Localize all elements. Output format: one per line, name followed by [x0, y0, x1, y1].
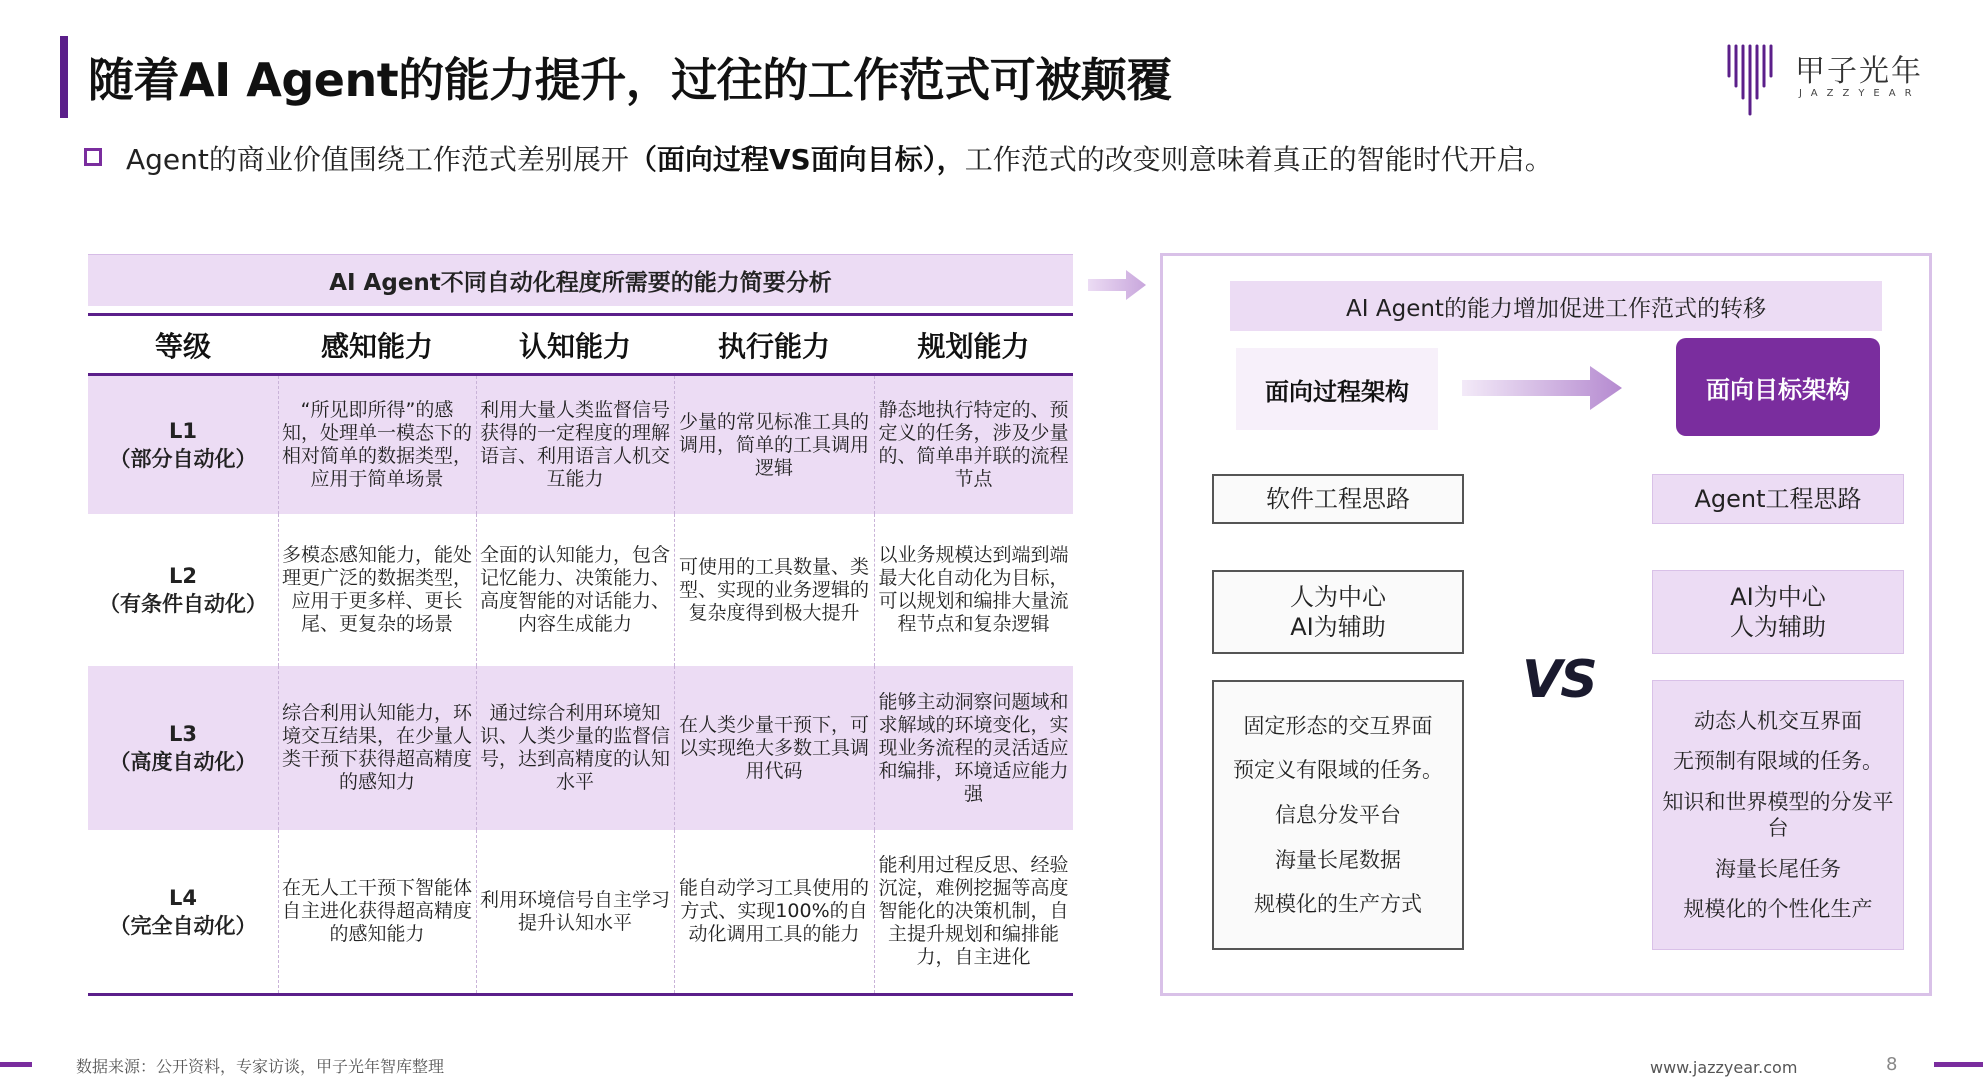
panel-title: AI Agent的能力增加促进工作范式的转移 [1230, 281, 1882, 331]
list-item: 预定义有限域的任务。 [1233, 758, 1443, 783]
table-cell: “所见即所得”的感知，处理单一模态下的相对简单的数据类型，应用于简单场景 [282, 399, 473, 490]
table-rule-bottom [88, 993, 1073, 996]
col-header-perception: 感知能力 [320, 330, 433, 363]
subtitle [126, 138, 1553, 178]
list-item: 海量长尾任务 [1715, 856, 1841, 881]
table-rule-top [88, 313, 1073, 316]
subtitle-bold: （面向过程VS面向目标）， [628, 143, 965, 176]
level-cell [88, 830, 278, 993]
footer-url[interactable]: www.jazzyear.com [1650, 1058, 1798, 1077]
right-center-line-2: 人为辅助 [1730, 613, 1826, 641]
level-cell [88, 666, 278, 830]
transition-arrow-icon [1462, 366, 1622, 410]
left-features-box [1212, 680, 1464, 950]
left-center-line-1: 人为中心 [1290, 583, 1386, 611]
logo-text-en: JAZZYEAR [1799, 88, 1921, 99]
level-desc: （部分自动化） [109, 447, 257, 471]
table-cell: 综合利用认知能力，环境交互结果，在少量人类干预下获得超高精度的感知力 [282, 702, 473, 793]
level-cell [88, 514, 278, 666]
footer-accent-left [0, 1062, 32, 1067]
list-item: 海量长尾数据 [1275, 847, 1401, 872]
page-title: 随着AI Agent的能力提升，过往的工作范式可被颠覆 [88, 53, 1172, 107]
col-header-execution: 执行能力 [717, 330, 830, 363]
table-row [88, 514, 1073, 666]
table-title: AI Agent不同自动化程度所需要的能力简要分析 [88, 254, 1073, 306]
footer-source: 数据来源：公开资料，专家访谈，甲子光年智库整理 [76, 1057, 445, 1076]
list-item: 固定形态的交互界面 [1243, 713, 1433, 738]
arrow-right-icon [1088, 270, 1146, 300]
subtitle-pre: Agent的商业价值围绕工作范式差别展开 [126, 143, 629, 176]
list-item: 知识和世界模型的分发平台 [1662, 789, 1894, 840]
jazzyear-logo [1725, 38, 1935, 120]
col-header-planning: 规划能力 [917, 330, 1030, 363]
table-cell: 可使用的工具数量、类型、实现的业务逻辑的复杂度得到极大提升 [678, 555, 869, 624]
col-header-cognition: 认知能力 [518, 330, 631, 363]
left-center-line-2: AI为辅助 [1290, 613, 1386, 641]
right-center-line-1: AI为中心 [1730, 583, 1826, 611]
left-center-box [1212, 570, 1464, 654]
level-code: L4 [169, 885, 197, 910]
list-item: 无预制有限域的任务。 [1673, 749, 1883, 774]
table-cell: 能利用过程反思、经验沉淀，难例挖掘等高度智能化的决策机制，自主提升规划和编排能力，自主进化 [878, 854, 1069, 968]
table-cell: 全面的认知能力，包含记忆能力、决策能力、高度智能的对话能力、内容生成能力 [480, 544, 671, 635]
list-item: 信息分发平台 [1275, 802, 1401, 827]
bullet-square-icon [84, 148, 102, 166]
right-thinking-box: Agent工程思路 [1652, 474, 1904, 524]
left-thinking-box: 软件工程思路 [1212, 474, 1464, 524]
table-cell: 利用大量人类监督信号获得的一定程度的理解语言、利用语言人机交互能力 [480, 399, 671, 490]
table-row [88, 666, 1073, 830]
table-cell: 少量的常见标准工具的调用，简单的工具调用逻辑 [678, 410, 869, 479]
table-cell: 多模态感知能力，能处理更广泛的数据类型，应用于更多样、更长尾、更复杂的场景 [282, 544, 473, 635]
logo-text-cn: 甲子光年 [1795, 54, 1923, 89]
right-center-box [1652, 570, 1904, 654]
footer-accent-right [1934, 1062, 1983, 1067]
process-oriented-label: 面向过程架构 [1236, 348, 1438, 430]
logo-bars-icon [1725, 42, 1773, 118]
table-cell: 通过综合利用环境知识、人类少量的监督信号，达到高精度的认知水平 [480, 702, 671, 793]
page-number: 8 [1886, 1054, 1898, 1075]
level-desc: （完全自动化） [109, 913, 257, 938]
level-cell [88, 376, 278, 514]
level-code: L3 [169, 722, 197, 746]
title-accent-bar [60, 36, 68, 118]
table-cell: 静态地执行特定的、预定义的任务，涉及少量的、简单串并联的流程节点 [878, 399, 1069, 490]
table-row [88, 830, 1073, 993]
level-desc: （有条件自动化） [99, 592, 267, 616]
level-desc: （高度自动化） [109, 750, 257, 774]
table-cell: 能自动学习工具使用的方式、实现100%的自动化调用工具的能力 [678, 877, 869, 945]
table-cell: 能够主动洞察问题域和求解域的环境变化，实现业务流程的灵活适应和编排，环境适应能力强 [878, 690, 1069, 805]
table-cell: 在无人工干预下智能体自主进化获得超高精度的感知能力 [282, 877, 473, 945]
level-code: L1 [169, 419, 197, 443]
table-row [88, 376, 1073, 514]
table-cell: 在人类少量干预下，可以实现绝大多数工具调用代码 [678, 713, 869, 782]
table-cell: 以业务规模达到端到端最大化自动化为目标，可以规划和编排大量流程节点和复杂逻辑 [878, 544, 1069, 635]
list-item: 规模化的生产方式 [1254, 892, 1422, 917]
col-header-level: 等级 [154, 330, 211, 363]
list-item: 规模化的个性化生产 [1683, 897, 1873, 922]
goal-oriented-label: 面向目标架构 [1676, 338, 1880, 436]
list-item: 动态人机交互界面 [1694, 708, 1862, 733]
table-cell: 利用环境信号自主学习提升认知水平 [480, 888, 671, 934]
subtitle-post: 工作范式的改变则意味着真正的智能时代开启。 [964, 143, 1553, 176]
right-features-box [1652, 680, 1904, 950]
level-code: L2 [169, 564, 197, 588]
vs-label: VS [1522, 650, 1596, 710]
